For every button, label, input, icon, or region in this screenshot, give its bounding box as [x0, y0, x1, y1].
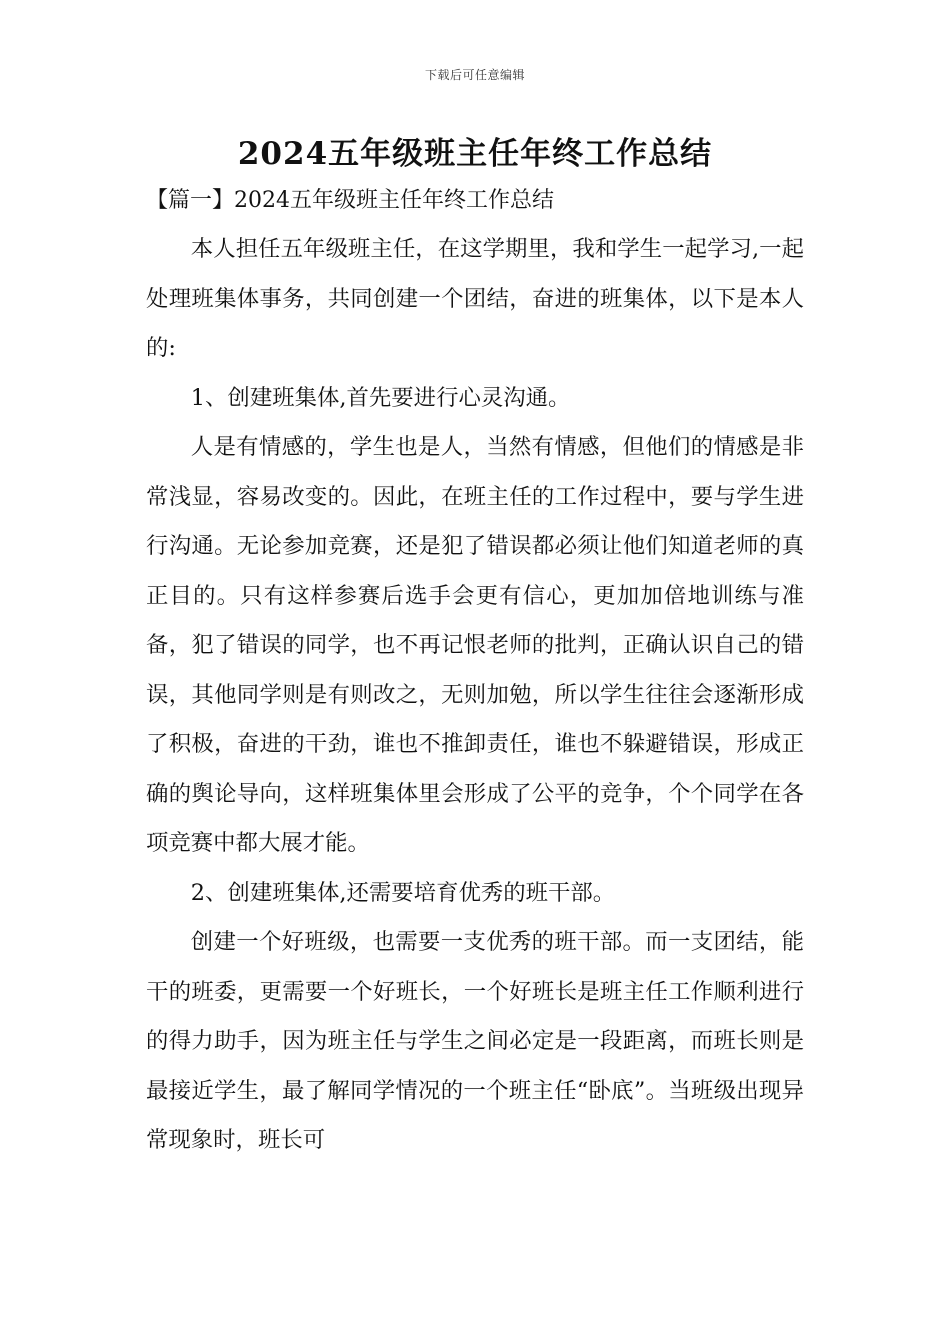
- paragraph-intro: 本人担任五年级班主任，在这学期里，我和学生一起学习,一起处理班集体事务，共同创建一个团结，奋进的班集体，以下是本人的:: [146, 236, 804, 361]
- paragraph-point-1: 1、创建班集体,首先要进行心灵沟通。: [190, 384, 571, 411]
- header-note: 下载后可任意编辑: [424, 68, 525, 82]
- document-body: [146, 225, 804, 1166]
- paragraph-class-leaders: 创建一个好班级，也需要一支优秀的班干部。而一支团结，能干的班委，更需要一个好班长，一个好班长是班主任工作顺利进行的得力助手，因为班主任与学生之间必定是一段距离，而班长则是最接近学生，最了解同学情况的一个班主任“卧底”。当班级出现异常现象时，班长可: [146, 929, 804, 1153]
- paragraph-point-2: 2、创建班集体,还需要培育优秀的班干部。: [190, 879, 616, 906]
- paragraph-communication: 人是有情感的，学生也是人，当然有情感，但他们的情感是非常浅显，容易改变的。因此，在班主任的工作过程中，要与学生进行沟通。无论参加竞赛，还是犯了错误都必须让他们知道老师的真正目的。只有这样参赛后选手会更有信心，更加加倍地训练与准备，犯了错误的同学，也不再记恨老师的批判，正确认识自己的错误，其他同学则是有则改之，无则加勉，所以学生往往会逐渐形成了积极，奋进的干劲，谁也不推卸责任，谁也不躲避错误，形成正确的舆论导向，这样班集体里会形成了公平的竞争，个个同学在各项竞赛中都大展才能。: [146, 434, 804, 856]
- document-title: 2024五年级班主任年终工作总结: [237, 136, 713, 172]
- section-heading: 【篇一】2024五年级班主任年终工作总结: [146, 188, 554, 213]
